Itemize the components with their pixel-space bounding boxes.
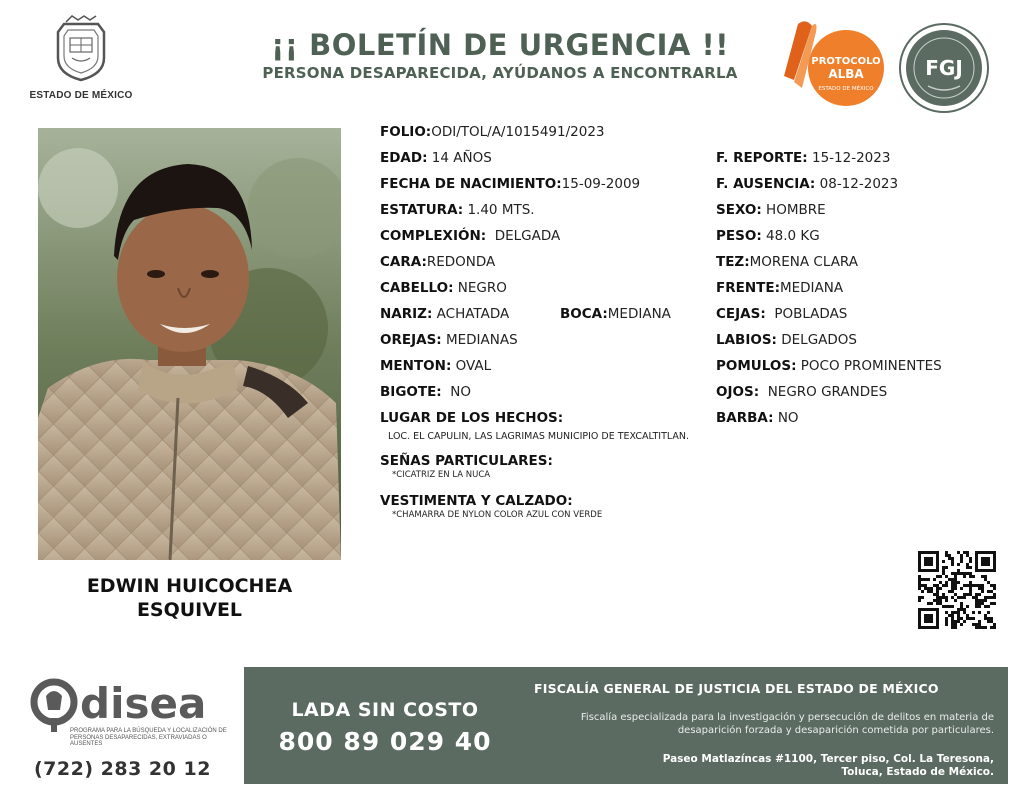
- state-label: ESTADO DE MÉXICO: [29, 90, 133, 101]
- toll-free-section: [244, 667, 526, 784]
- lada-number[interactable]: 800 89 029 40: [278, 727, 492, 756]
- fgj-logo: [898, 22, 990, 114]
- sexo-value: HOMBRE: [761, 202, 826, 218]
- person-name: [38, 574, 341, 622]
- odisea-description: PROGRAMA PARA LA BÚSQUEDA Y LOCALIZACIÓN DE PERSONAS DESAPARECIDAS, EXTRAVIADAS O AUSENTES: [70, 728, 227, 747]
- peso-label: PESO:: [716, 228, 762, 244]
- field-menton: [380, 358, 491, 374]
- field-estatura: [380, 202, 535, 218]
- f-reporte-label: F. REPORTE:: [716, 150, 808, 166]
- f-ausencia-label: F. AUSENCIA:: [716, 176, 816, 192]
- tez-value: MORENA CLARA: [749, 254, 858, 270]
- estatura-value: 1.40 MTS.: [463, 202, 535, 218]
- odisea-phone[interactable]: (722) 283 20 12: [34, 758, 211, 780]
- complexion-label: COMPLEXIÓN:: [380, 228, 487, 244]
- complexion-value: DELGADA: [486, 228, 561, 244]
- footer-bar: [244, 667, 1008, 784]
- boca-value: MEDIANA: [607, 306, 671, 322]
- field-folio: [380, 124, 605, 140]
- field-cara: [380, 254, 495, 270]
- f-ausencia-value: 08-12-2023: [815, 176, 899, 192]
- ojos-value: NEGRO GRANDES: [759, 384, 888, 400]
- cabello-label: CABELLO:: [380, 280, 454, 296]
- labios-value: DELGADOS: [776, 332, 857, 348]
- estado-de-mexico-logo: [26, 14, 136, 114]
- protocolo-alba-logo: [776, 18, 888, 114]
- field-vestimenta: [380, 493, 573, 509]
- field-cabello: [380, 280, 507, 296]
- estatura-label: ESTATURA:: [380, 202, 464, 218]
- senas-label: SEÑAS PARTICULARES:: [380, 453, 553, 469]
- person-name-line2: ESQUIVEL: [136, 599, 243, 621]
- fecha-nacimiento-label: FECHA DE NACIMIENTO:: [380, 176, 562, 192]
- person-photo: [38, 128, 341, 560]
- orejas-label: OREJAS:: [380, 332, 442, 348]
- folio-label: FOLIO:: [380, 124, 432, 140]
- nariz-label: NARIZ:: [380, 306, 433, 322]
- cejas-value: POBLADAS: [765, 306, 848, 322]
- fiscalia-description: Fiscalía especializada para la investigación y persecución de delitos en materia de desaparición forzada y desaparición cometida por particulares.: [580, 712, 994, 736]
- fecha-nacimiento-value: 15-09-2009: [561, 176, 641, 192]
- vestimenta-label: VESTIMENTA Y CALZADO:: [380, 493, 573, 509]
- peso-value: 48.0 KG: [761, 228, 820, 244]
- frente-label: FRENTE:: [716, 280, 780, 296]
- field-complexion: [380, 228, 560, 244]
- cara-label: CARA:: [380, 254, 427, 270]
- lugar-hechos-label: LUGAR DE LOS HECHOS:: [380, 410, 564, 426]
- odisea-wordmark: disea: [80, 679, 207, 728]
- field-labios: [716, 332, 857, 348]
- pomulos-label: POMULOS:: [716, 358, 797, 374]
- qr-code-icon: [918, 551, 996, 629]
- f-reporte-value: 15-12-2023: [807, 150, 891, 166]
- bulletin-subtitle: PERSONA DESAPARECIDA, AYÚDANOS A ENCONTRARLA: [262, 64, 738, 82]
- cara-value: REDONDA: [426, 254, 496, 270]
- field-ojos: [716, 384, 887, 400]
- field-boca: [560, 306, 671, 322]
- bulletin-header: [220, 28, 780, 82]
- cabello-value: NEGRO: [453, 280, 507, 296]
- bulletin-title: ¡¡ BOLETÍN DE URGENCIA !!: [271, 28, 729, 62]
- alba-line3: ESTADO DE MÉXICO: [818, 86, 874, 92]
- menton-value: OVAL: [451, 358, 492, 374]
- edad-label: EDAD:: [380, 150, 428, 166]
- fgj-text: FGJ: [925, 56, 963, 80]
- ojos-label: OJOS:: [716, 384, 760, 400]
- alba-line1: PROTOCOLO: [811, 56, 881, 67]
- field-f-reporte: [716, 150, 890, 166]
- field-lugar-hechos: [380, 410, 563, 426]
- nariz-value: ACHATADA: [432, 306, 510, 322]
- field-barba: [716, 410, 799, 426]
- edad-value: 14 AÑOS: [427, 150, 492, 166]
- address-line1: Paseo Matlazíncas #1100, Tercer piso, Col. La Teresona,: [662, 753, 994, 765]
- lugar-hechos-value: LOC. EL CAPULIN, LAS LAGRIMAS MUNICIPIO DE TEXCALTITLAN.: [388, 431, 690, 442]
- field-nariz: [380, 306, 509, 322]
- barba-value: NO: [773, 410, 799, 426]
- menton-label: MENTON:: [380, 358, 452, 374]
- field-f-ausencia: [716, 176, 898, 192]
- field-tez: [716, 254, 858, 270]
- field-cejas: [716, 306, 847, 322]
- fiscalia-section: [526, 667, 1008, 784]
- labios-label: LABIOS:: [716, 332, 777, 348]
- tez-label: TEZ:: [716, 254, 750, 270]
- field-sexo: [716, 202, 826, 218]
- field-senas: [380, 453, 553, 469]
- field-orejas: [380, 332, 518, 348]
- lada-label: LADA SIN COSTO: [291, 699, 479, 721]
- sexo-label: SEXO:: [716, 202, 762, 218]
- barba-label: BARBA:: [716, 410, 774, 426]
- pomulos-value: POCO PROMINENTES: [796, 358, 942, 374]
- vestimenta-value: *CHAMARRA DE NYLON COLOR AZUL CON VERDE: [392, 510, 603, 520]
- alba-line2: ALBA: [828, 67, 864, 81]
- fgj-seal-icon: [898, 22, 990, 114]
- address-line2: Toluca, Estado de México.: [841, 766, 994, 778]
- odisea-logo: [30, 676, 242, 786]
- senas-value: *CICATRIZ EN LA NUCA: [392, 470, 491, 480]
- frente-value: MEDIANA: [779, 280, 844, 296]
- field-pomulos: [716, 358, 942, 374]
- fiscalia-address: [534, 753, 994, 779]
- field-bigote: [380, 384, 471, 400]
- person-photo-image: [38, 128, 341, 560]
- qr-code[interactable]: [918, 551, 996, 629]
- field-fecha-nacimiento: [380, 176, 640, 192]
- bigote-label: BIGOTE:: [380, 384, 442, 400]
- odisea-icon: [30, 676, 242, 736]
- cejas-label: CEJAS:: [716, 306, 766, 322]
- ribbon-icon: [776, 18, 888, 114]
- folio-value: ODI/TOL/A/1015491/2023: [431, 124, 605, 140]
- field-frente: [716, 280, 843, 296]
- coat-of-arms-icon: [46, 14, 116, 84]
- boca-label: BOCA:: [560, 306, 608, 322]
- field-edad: [380, 150, 492, 166]
- person-name-line1: EDWIN HUICOCHEA: [86, 575, 293, 597]
- orejas-value: MEDIANAS: [441, 332, 518, 348]
- field-peso: [716, 228, 820, 244]
- bigote-value: NO: [441, 384, 472, 400]
- fiscalia-title: FISCALÍA GENERAL DE JUSTICIA DEL ESTADO DE MÉXICO: [534, 681, 939, 696]
